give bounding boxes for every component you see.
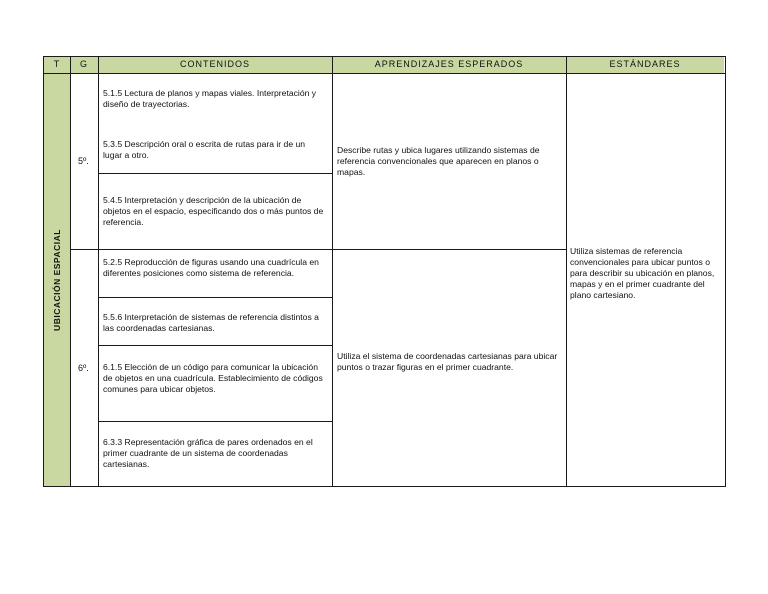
topic-cell — [44, 74, 70, 486]
header-estandares: ESTÁNDARES — [566, 57, 724, 73]
row-divider — [98, 173, 332, 174]
contenido-item: 5.1.5 Lectura de planos y mapas viales. Interpretación y diseño de trayectorias. — [103, 88, 317, 109]
topic-label: UBICACIÓN ESPACIAL — [52, 229, 62, 331]
grade-6: 6º. — [78, 363, 89, 373]
header-aprendizajes: APRENDIZAJES ESPERADOS — [332, 57, 566, 73]
column-divider — [70, 57, 71, 486]
grade-5: 5º. — [78, 156, 89, 166]
aprendizaje-item: Describe rutas y ubica lugares utilizando sistemas de referencia convencionales que aparecen en planos o mapas. — [337, 145, 540, 177]
contenido-item: 5.2.5 Reproducción de figuras usando una cuadrícula en diferentes posiciones como sistema de referencia. — [103, 257, 319, 278]
header-g: G — [70, 57, 98, 73]
contenido-item: 6.1.5 Elección de un código para comunicar la ubicación de objetos en una cuadrícula. Establecimiento de códigos comunes para ubicar objetos. — [103, 362, 323, 394]
column-divider — [566, 57, 567, 486]
curriculum-table — [43, 56, 726, 487]
contenido-item: 6.3.3 Representación gráfica de pares ordenados en el primer cuadrante de un sistema de coordenadas cartesianas. — [103, 437, 313, 469]
header-t: T — [44, 57, 70, 73]
grade-divider — [70, 249, 566, 250]
header-divider — [44, 73, 725, 74]
header-contenidos: CONTENIDOS — [98, 57, 332, 73]
row-divider — [98, 345, 332, 346]
contenido-item: 5.4.5 Interpretación y descripción de la ubicación de objetos en el espacio, especificando dos o más puntos de referencia. — [103, 195, 324, 227]
row-divider — [98, 297, 332, 298]
row-divider — [98, 421, 332, 422]
aprendizaje-item: Utiliza el sistema de coordenadas cartesianas para ubicar puntos o trazar figuras en el primer cuadrante. — [337, 351, 558, 372]
contenido-item: 5.3.5 Descripción oral o escrita de rutas para ir de un lugar a otro. — [103, 139, 306, 160]
estandar-text: Utiliza sistemas de referencia convencionales para ubicar puntos o para describir su ubicación en planos, mapas y en el primer cuadrante del plano cartesiano. — [570, 246, 715, 300]
column-divider — [332, 57, 333, 486]
contenido-item: 5.5.6 Interpretación de sistemas de referencia distintos a las coordenadas cartesianas. — [103, 312, 319, 333]
